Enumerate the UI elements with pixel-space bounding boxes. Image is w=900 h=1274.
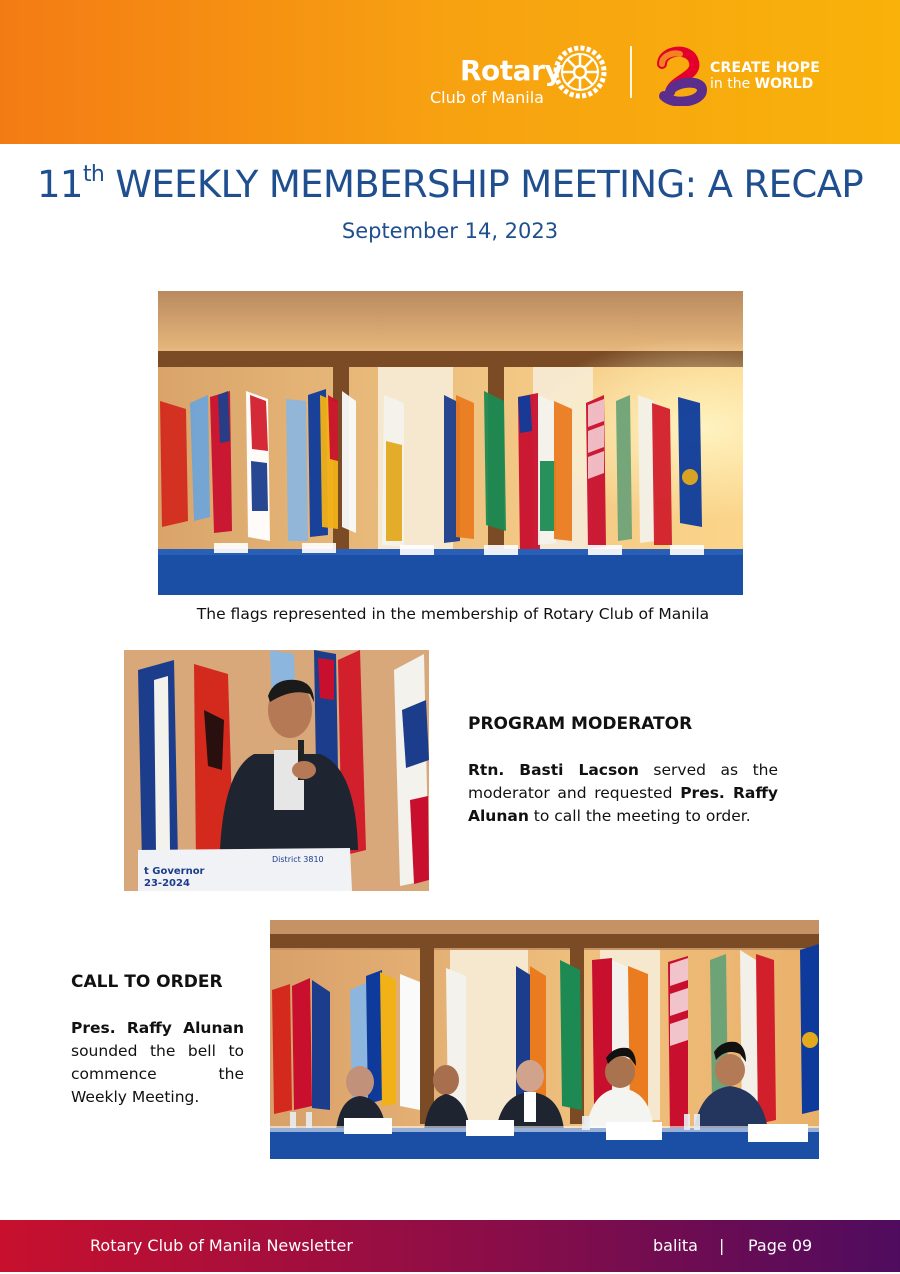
page-title: 11th WEEKLY MEMBERSHIP MEETING: A RECAP <box>36 162 864 206</box>
flags-photo-caption: The flags represented in the membership of Rotary Club of Manila <box>196 605 710 623</box>
rotary-wheel-icon <box>552 44 608 100</box>
theme-line-1: CREATE HOPE <box>710 60 820 76</box>
header-banner <box>0 0 900 144</box>
header-divider <box>630 46 632 98</box>
moderator-text: Rtn. Basti Lacson served as the moderator and requested Pres. Raffy Alunan to call the meeting to order. <box>468 761 779 825</box>
moderator-heading: PROGRAM MODERATOR <box>468 714 693 734</box>
create-hope-logo-icon <box>650 44 708 106</box>
podium-text-1: t Governor <box>144 866 205 877</box>
theme-line-2: in the WORLD <box>710 76 814 92</box>
meeting-date: September 14, 2023 <box>341 219 559 243</box>
podium-district: District 3810 <box>272 855 324 864</box>
rotary-logo-subtitle: Club of Manila <box>430 88 544 107</box>
publication-name: balita <box>653 1236 698 1255</box>
page-number: Page 09 <box>748 1236 813 1255</box>
flags-photo <box>158 291 743 595</box>
newsletter-name: Rotary Club of Manila Newsletter <box>90 1236 353 1255</box>
call-to-order-heading: CALL TO ORDER <box>71 972 223 992</box>
moderator-photo <box>124 650 429 891</box>
podium-text-2: 23-2024 <box>144 878 190 889</box>
footer-separator: | <box>719 1236 725 1255</box>
call-to-order-text: Pres. Raffy Alunan sounded the bell to commence the Weekly Meeting. <box>71 1019 244 1106</box>
footer-bar <box>0 1220 900 1272</box>
head-table-photo <box>270 920 819 1159</box>
rotary-logo-word: Rotary <box>460 54 563 87</box>
